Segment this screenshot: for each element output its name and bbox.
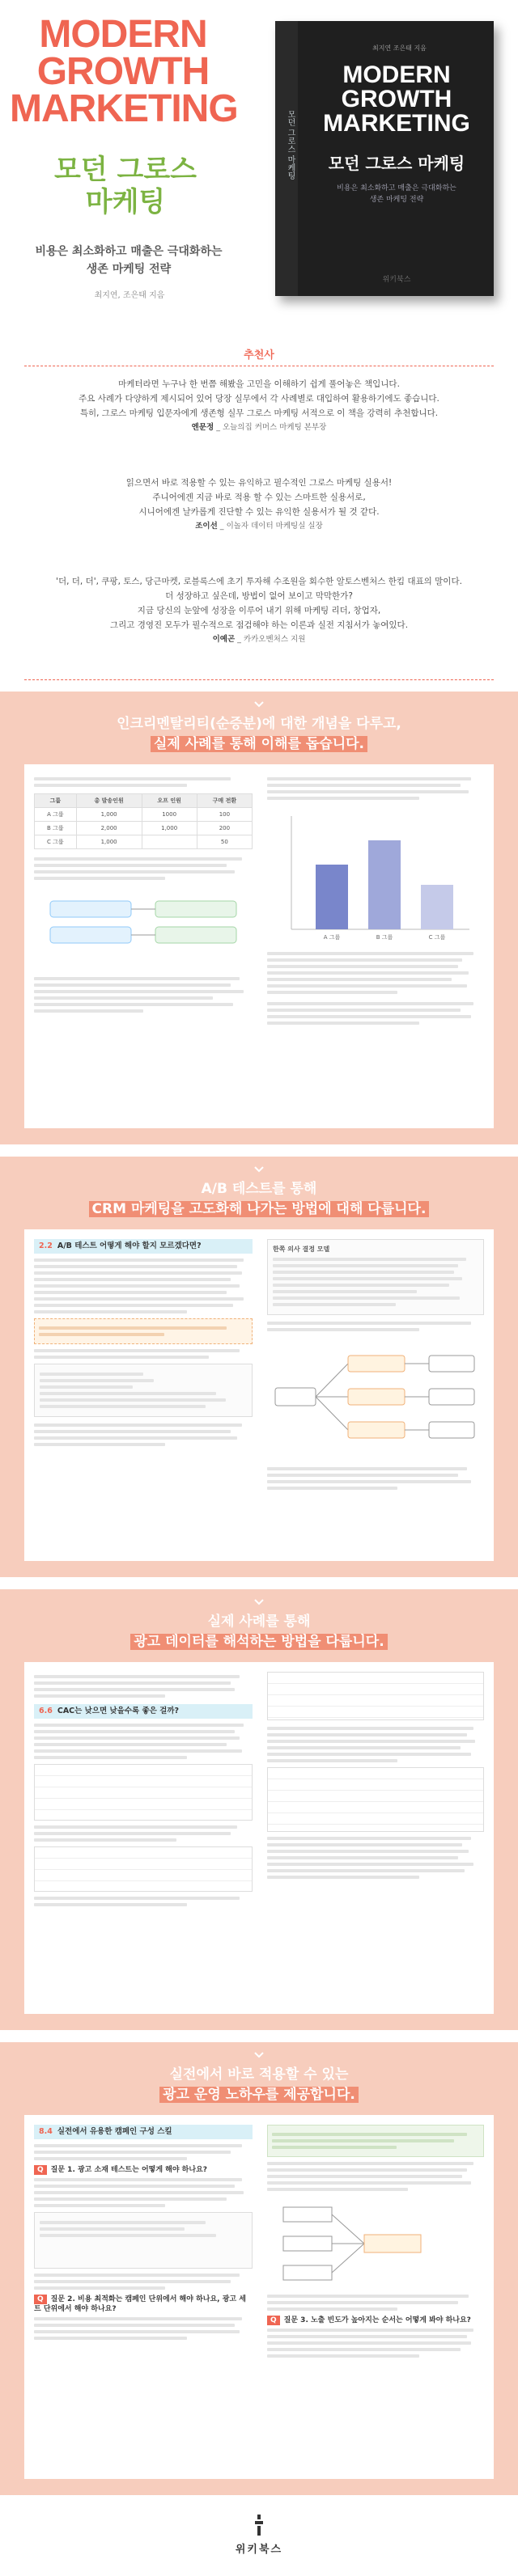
recommender-role: 오늘의집 커머스 마케팅 본부장 bbox=[222, 423, 327, 432]
question-text: 질문 1. 광고 소재 테스트는 어떻게 해야 하나요? bbox=[50, 2166, 207, 2174]
section-heading bbox=[0, 1612, 518, 1652]
recommend-byline: 이예곤 _ 카카오벤처스 지원 bbox=[212, 635, 306, 644]
preview-left-column bbox=[34, 774, 253, 1016]
book-cover-authors: 최지연 조은태 지음 bbox=[372, 44, 427, 52]
publisher-logo: 위키북스 bbox=[235, 2544, 283, 2556]
section-heading-line: 실제 사례를 통해 이해를 돕습니다. bbox=[151, 736, 367, 752]
code-box bbox=[34, 1364, 253, 1417]
recommend-block bbox=[32, 574, 486, 647]
book-cover-kr-title: 모던 그로스 마케팅 bbox=[328, 154, 465, 173]
feature-section-ad-data bbox=[0, 1589, 518, 2030]
section-heading-line: A/B 테스트를 통해 bbox=[201, 1181, 317, 1197]
hero-subtitle bbox=[19, 243, 238, 278]
page-preview bbox=[24, 764, 494, 1128]
table-cell: 200 bbox=[197, 822, 252, 835]
book-cover-publisher: 위키북스 bbox=[382, 276, 411, 284]
example-box bbox=[34, 2212, 253, 2269]
page-preview bbox=[24, 1229, 494, 1561]
table-cell: 100 bbox=[197, 808, 252, 822]
book-cover-desc bbox=[308, 183, 486, 205]
table-cell: C 그룹 bbox=[35, 835, 77, 849]
preview-table bbox=[34, 793, 253, 849]
subsection-number: 8.4 bbox=[39, 2127, 53, 2136]
chevron-down-icon bbox=[253, 698, 265, 711]
section-heading-line-wrap bbox=[0, 2085, 518, 2105]
book-spine-text: 모던 그로스 마케팅 bbox=[286, 110, 295, 180]
recommender-name: 엔문정 bbox=[191, 423, 214, 432]
preview-flow-diagram bbox=[267, 2199, 484, 2288]
bar-label: A 그룹 bbox=[323, 934, 341, 941]
preview-right-column bbox=[267, 774, 484, 1028]
recommend-line: 그리고 경영진 모두가 필수적으로 점검해야 하는 이론과 실전 지침서가 놓여있다. bbox=[109, 620, 409, 630]
table-cell: 1,000 bbox=[76, 808, 142, 822]
preview-left-column bbox=[34, 1239, 253, 1449]
subsection-number: 6.6 bbox=[39, 1707, 53, 1715]
recommend-line: 마케터라면 누구나 한 번쯤 해봤을 고민을 이해하기 쉽게 풀어놓은 책입니다. bbox=[118, 379, 400, 389]
footer bbox=[0, 2503, 518, 2576]
recommend-title: 추천사 bbox=[244, 349, 274, 362]
section-heading bbox=[0, 714, 518, 755]
hero-korean-title bbox=[32, 154, 219, 218]
recommend-line: '더, 더, 더', 쿠팡, 토스, 당근마켓, 로블록스에 초기 투자해 수조원을 회수한 알토스벤처스 한킴 대표의 말이다. bbox=[56, 577, 462, 586]
book-title-line: MARKETING bbox=[323, 110, 470, 137]
table-cell: A 그룹 bbox=[35, 808, 77, 822]
subsection-title bbox=[34, 1704, 253, 1719]
hero-subtitle-line: 비용은 최소화하고 매출은 극대화하는 bbox=[35, 245, 223, 258]
section-heading-line-wrap bbox=[0, 1632, 518, 1652]
section-heading-line-wrap bbox=[0, 1199, 518, 1220]
table-row bbox=[35, 822, 253, 835]
hero-authors: 최지연, 조은태 지음 bbox=[94, 291, 165, 300]
preview-right-column bbox=[267, 1239, 484, 1493]
table-header: 그룹 bbox=[35, 794, 77, 808]
hero-kr-line: 마케팅 bbox=[85, 186, 166, 218]
section-heading bbox=[0, 1179, 518, 1220]
bar bbox=[368, 840, 401, 929]
table-cell bbox=[142, 835, 197, 849]
preview-right-column bbox=[267, 2125, 484, 2361]
chevron-down-icon bbox=[253, 1596, 265, 1609]
recommend-byline: 조이선 _ 이놀자 데이터 마케팅실 실장 bbox=[195, 522, 323, 531]
subsection-number: 2.2 bbox=[39, 1241, 53, 1250]
section-heading-line: 실제 사례를 통해 bbox=[207, 1614, 311, 1630]
section-heading bbox=[0, 2065, 518, 2105]
hero-title-line: GROWTH bbox=[36, 50, 210, 93]
subsection-text: CAC는 낮으면 낮을수록 좋은 걸까? bbox=[57, 1707, 180, 1715]
preview-table bbox=[34, 1764, 253, 1821]
book-spine bbox=[275, 21, 298, 296]
recommender-role: 카카오벤처스 지원 bbox=[243, 635, 306, 644]
bar-label: C 그룹 bbox=[428, 934, 446, 941]
hero-kr-line: 모던 그로스 bbox=[53, 154, 197, 186]
hero-subtitle-line: 생존 마케팅 전략 bbox=[86, 263, 172, 276]
recommend-line: 지금 당신의 눈앞에 성장을 이루어 내기 위해 마케팅 리더, 창업자, bbox=[137, 606, 381, 615]
preview-table bbox=[267, 1672, 484, 1720]
section-heading-line-wrap bbox=[0, 734, 518, 755]
feature-section-ab-test bbox=[0, 1157, 518, 1577]
book-desc-line: 생존 마케팅 전략 bbox=[369, 196, 424, 204]
recommend-line: 특히, 그로스 마케팅 입문자에게 생존형 실무 그로스 마케팅 서적으로 이 책을 강력히 추천합니다. bbox=[79, 408, 439, 418]
table-cell: 2,000 bbox=[76, 822, 142, 835]
section-heading-line: 광고 운영 노하우를 제공합니다. bbox=[159, 2087, 359, 2103]
preview-left-column bbox=[34, 2125, 253, 2343]
preview-table bbox=[34, 1846, 253, 1892]
recommend-line: 주니어에겐 지금 바로 적용 할 수 있는 스마트한 실용서로, bbox=[152, 493, 366, 502]
table-cell: 1,000 bbox=[142, 822, 197, 835]
bar bbox=[421, 885, 453, 929]
question-heading: Q 질문 1. 광고 소재 테스트는 어떻게 해야 하나요? bbox=[34, 2165, 253, 2175]
preview-bar-chart bbox=[267, 808, 484, 945]
recommend-block bbox=[32, 476, 486, 534]
recommend-line: 시니어에겐 날카롭게 진단할 수 있는 유익한 실용서가 될 것 같다. bbox=[138, 507, 380, 517]
feature-section-incrementality bbox=[0, 692, 518, 1144]
feature-section-ad-operations bbox=[0, 2042, 518, 2495]
recommender-name: 이예곤 bbox=[212, 635, 236, 644]
table-header: 오프 인원 bbox=[142, 794, 197, 808]
preview-flow-diagram bbox=[267, 1339, 484, 1461]
chevron-down-icon bbox=[253, 1163, 265, 1176]
recommend-byline: 엔문정 _ 오늘의집 커머스 마케팅 본부장 bbox=[191, 423, 327, 432]
book-cover-title bbox=[308, 63, 486, 136]
hero-title bbox=[10, 13, 238, 130]
question-heading: Q 질문 2. 비용 최적화는 캠페인 단위에서 해야 하나요, 광고 세트 단위에서 해야 하나요? bbox=[34, 2295, 246, 2313]
box-label: 한쪽 의사 결정 모델 bbox=[273, 1246, 330, 1253]
table-cell: B 그룹 bbox=[35, 822, 77, 835]
section-heading-line: 인크리멘탈리티(순증분)에 대한 개념을 다루고, bbox=[117, 716, 401, 732]
tip-box bbox=[267, 2125, 484, 2157]
question-heading: Q 질문 3. 노출 빈도가 높아지는 순서는 어떻게 봐야 하나요? bbox=[267, 2316, 484, 2325]
callout-box bbox=[34, 1318, 253, 1344]
preview-right-column bbox=[267, 1672, 484, 1882]
section-heading-line: 광고 데이터를 해석하는 방법을 다룹니다. bbox=[130, 1634, 387, 1650]
bar bbox=[316, 865, 348, 929]
book-title-line: GROWTH bbox=[341, 86, 452, 112]
recommender-name: 조이선 bbox=[195, 522, 218, 531]
divider bbox=[24, 679, 494, 680]
decision-model-box bbox=[267, 1239, 484, 1315]
bar-label: B 그룹 bbox=[376, 934, 393, 941]
table-cell: 1,000 bbox=[76, 835, 142, 849]
book-desc-line: 비용은 최소화하고 매출은 극대화하는 bbox=[337, 184, 456, 192]
subsection-title bbox=[34, 1239, 253, 1254]
subsection-text: 실전에서 유용한 캠페인 구성 스킬 bbox=[57, 2127, 172, 2136]
recommend-line: 주요 사례가 다양하게 제시되어 있어 당장 실무에서 각 사례별로 대입하여 활용하기에도 좋습니다. bbox=[79, 394, 439, 404]
preview-table bbox=[267, 1767, 484, 1832]
recommend-line: 읽으면서 바로 적용할 수 있는 유익하고 필수적인 그로스 마케팅 실용서! bbox=[125, 478, 393, 488]
recommend-line: 더 성장하고 싶은데, 방법이 없어 보이고 막막한가? bbox=[165, 591, 353, 601]
subsection-title bbox=[34, 2125, 253, 2139]
section-heading-line: 실전에서 바로 적용할 수 있는 bbox=[169, 2066, 349, 2083]
page-preview bbox=[24, 1662, 494, 2014]
table-cell: 50 bbox=[197, 835, 252, 849]
table-row bbox=[35, 835, 253, 849]
page-preview bbox=[24, 2115, 494, 2479]
chevron-down-icon bbox=[253, 2049, 265, 2062]
book-title-line: MODERN bbox=[342, 61, 451, 88]
table-cell: 1000 bbox=[142, 808, 197, 822]
hero bbox=[0, 0, 518, 340]
hero-title-line: MODERN bbox=[39, 13, 207, 56]
table-row bbox=[35, 808, 253, 822]
section-heading-line: CRM 마케팅을 고도화해 나가는 방법에 대해 다룹니다. bbox=[89, 1201, 430, 1217]
question-text: 질문 3. 노출 빈도가 높아지는 순서는 어떻게 봐야 하나요? bbox=[283, 2316, 471, 2324]
subsection-text: A/B 테스트 어떻게 해야 할지 모르겠다면? bbox=[57, 1241, 202, 1250]
recommend-block bbox=[32, 377, 486, 435]
recommender-role: 이놀자 데이터 마케팅실 실장 bbox=[226, 522, 323, 531]
question-text: 질문 2. 비용 최적화는 캠페인 단위에서 해야 하나요, 광고 세트 단위에서 해야 하나요? bbox=[34, 2295, 246, 2313]
hero-title-line: MARKETING bbox=[10, 87, 238, 130]
book-cover bbox=[275, 21, 494, 296]
publisher-logo-icon bbox=[253, 2515, 265, 2536]
table-header: 총 발송인원 bbox=[76, 794, 142, 808]
table-header: 구매 전환 bbox=[197, 794, 252, 808]
preview-diagram bbox=[34, 890, 253, 971]
preview-left-column bbox=[34, 1672, 253, 1910]
